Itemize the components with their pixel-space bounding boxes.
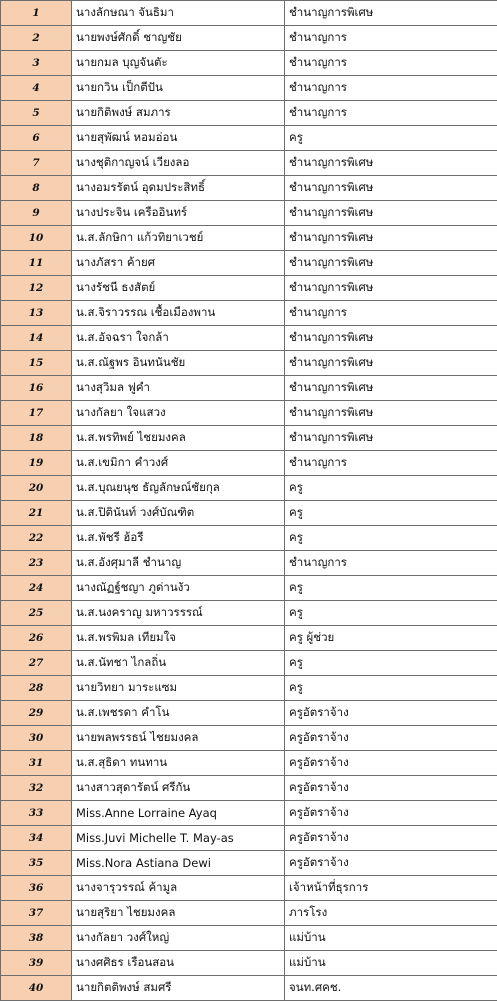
row-number: 4 <box>1 76 72 101</box>
row-number: 37 <box>1 901 72 926</box>
staff-position: แม่บ้าน <box>285 926 497 951</box>
row-number: 13 <box>1 301 72 326</box>
table-row <box>1 901 497 926</box>
row-number: 23 <box>1 551 72 576</box>
staff-name: น.ส.นงคราญ มหาวรรรณ์ <box>72 601 285 626</box>
staff-position: ครูอัตราจ้าง <box>285 776 497 801</box>
row-number: 3 <box>1 51 72 76</box>
staff-name: นางณัฏฐ์ชญา ภูด่านงัว <box>72 576 285 601</box>
staff-position: ครูอัตราจ้าง <box>285 851 497 876</box>
staff-name: นายกิติพงษ์ สมภาร <box>72 101 285 126</box>
staff-name: น.ส.จิราวรรณ เชื้อเมืองพาน <box>72 301 285 326</box>
staff-position: ครูอัตราจ้าง <box>285 751 497 776</box>
row-number: 20 <box>1 476 72 501</box>
row-number: 32 <box>1 776 72 801</box>
row-number: 16 <box>1 376 72 401</box>
row-number: 26 <box>1 626 72 651</box>
staff-name: นางลักษณา จันธิมา <box>72 1 285 26</box>
staff-name: น.ส.อัจฉรา ใจกล้า <box>72 326 285 351</box>
staff-name: Miss.Nora Astiana Dewi <box>72 851 285 876</box>
staff-position: ครู <box>285 526 497 551</box>
staff-name: นางจารุวรรณ์ ค้ามูล <box>72 876 285 901</box>
table-row <box>1 351 497 376</box>
table-row <box>1 751 497 776</box>
staff-name: น.ส.อังศุมาลี ชำนาญ <box>72 551 285 576</box>
staff-name: นายกิตติพงษ์ สมศรี <box>72 976 285 1001</box>
table-row <box>1 826 497 851</box>
staff-name: น.ส.เขมิกา คำวงศ์ <box>72 451 285 476</box>
staff-name: น.ส.บุณยนุช ธัญลักษณ์ชัยกุล <box>72 476 285 501</box>
row-number: 14 <box>1 326 72 351</box>
row-number: 17 <box>1 401 72 426</box>
staff-position: ครูอัตราจ้าง <box>285 701 497 726</box>
staff-name: Miss.Juvi Michelle T. May-as <box>72 826 285 851</box>
row-number: 38 <box>1 926 72 951</box>
table-row <box>1 851 497 876</box>
staff-position: ชำนาญการ <box>285 26 497 51</box>
table-row <box>1 926 497 951</box>
staff-position: ชำนาญการ <box>285 101 497 126</box>
row-number: 25 <box>1 601 72 626</box>
table-row <box>1 776 497 801</box>
row-number: 8 <box>1 176 72 201</box>
staff-position: ชำนาญการ <box>285 51 497 76</box>
staff-position: ชำนาญการพิเศษ <box>285 326 497 351</box>
table-row <box>1 576 497 601</box>
row-number: 9 <box>1 201 72 226</box>
table-row <box>1 226 497 251</box>
table-row <box>1 301 497 326</box>
staff-position: ครูอัตราจ้าง <box>285 801 497 826</box>
staff-position: ภารโรง <box>285 901 497 926</box>
staff-name: น.ส.พัชรี ฮ้อรี <box>72 526 285 551</box>
row-number: 5 <box>1 101 72 126</box>
table-row <box>1 976 497 1001</box>
staff-name: นายวิทยา มาระแซม <box>72 676 285 701</box>
row-number: 36 <box>1 876 72 901</box>
staff-name: นางประจิน เครืออินทร์ <box>72 201 285 226</box>
row-number: 28 <box>1 676 72 701</box>
table-row <box>1 651 497 676</box>
row-number: 29 <box>1 701 72 726</box>
table-row <box>1 101 497 126</box>
staff-position: ชำนาญการ <box>285 451 497 476</box>
row-number: 34 <box>1 826 72 851</box>
table-row <box>1 626 497 651</box>
row-number: 30 <box>1 726 72 751</box>
row-number: 33 <box>1 801 72 826</box>
table-row <box>1 276 497 301</box>
table-row <box>1 201 497 226</box>
staff-name: น.ส.สุธิดา ทนทาน <box>72 751 285 776</box>
row-number: 6 <box>1 126 72 151</box>
staff-position: แม่บ้าน <box>285 951 497 976</box>
staff-position: จนท.ศคช. <box>285 976 497 1001</box>
staff-name: นางกัลยา ใจแสวง <box>72 401 285 426</box>
staff-name: Miss.Anne Lorraine Ayaq <box>72 801 285 826</box>
staff-position: ครู <box>285 126 497 151</box>
staff-position: ชำนาญการพิเศษ <box>285 251 497 276</box>
staff-position: ครู <box>285 676 497 701</box>
row-number: 40 <box>1 976 72 1001</box>
row-number: 35 <box>1 851 72 876</box>
staff-name: นางภัสรา ค้ายศ <box>72 251 285 276</box>
staff-name: นายกมล บุญจันตัะ <box>72 51 285 76</box>
staff-position: ชำนาญการพิเศษ <box>285 176 497 201</box>
staff-position: ครู <box>285 601 497 626</box>
staff-position: ชำนาญการพิเศษ <box>285 226 497 251</box>
staff-position: ชำนาญการพิเศษ <box>285 351 497 376</box>
staff-position: ครู <box>285 576 497 601</box>
staff-name: นายสุริยา ไชยมงคล <box>72 901 285 926</box>
table-row <box>1 401 497 426</box>
staff-name: น.ส.เพชรดา คำโน <box>72 701 285 726</box>
row-number: 22 <box>1 526 72 551</box>
staff-name: น.ส.นัทชา ไกลถิ่น <box>72 651 285 676</box>
row-number: 18 <box>1 426 72 451</box>
staff-position: ชำนาญการพิเศษ <box>285 151 497 176</box>
table-row <box>1 501 497 526</box>
staff-position: เจ้าหน้าที่ธุรการ <box>285 876 497 901</box>
staff-name: นางกัลยา วงศ์ใหญ่ <box>72 926 285 951</box>
table-row <box>1 676 497 701</box>
staff-name: นายสุพัฒน์ หอมอ่อน <box>72 126 285 151</box>
row-number: 12 <box>1 276 72 301</box>
row-number: 15 <box>1 351 72 376</box>
staff-position: ชำนาญการ <box>285 76 497 101</box>
staff-name: นางรัชนี ธงสัตย์ <box>72 276 285 301</box>
row-number: 2 <box>1 26 72 51</box>
staff-position: ชำนาญการพิเศษ <box>285 376 497 401</box>
staff-name: นางชุติกาญจน์ เวียงลอ <box>72 151 285 176</box>
staff-position: ชำนาญการ <box>285 551 497 576</box>
table-row <box>1 76 497 101</box>
row-number: 10 <box>1 226 72 251</box>
staff-name: น.ส.พรพิมล เทียมใจ <box>72 626 285 651</box>
table-row <box>1 426 497 451</box>
staff-name: น.ส.พรทิพย์ ไชยมงคล <box>72 426 285 451</box>
table-row <box>1 151 497 176</box>
table-row <box>1 126 497 151</box>
staff-name: นายกวิน เป็กตีปัน <box>72 76 285 101</box>
staff-position: ครู <box>285 501 497 526</box>
staff-name: นางสาวสุดารัตน์ ศรีกัน <box>72 776 285 801</box>
row-number: 11 <box>1 251 72 276</box>
row-number: 7 <box>1 151 72 176</box>
table-row <box>1 876 497 901</box>
staff-name: นางสุวิมล ฟูคำ <box>72 376 285 401</box>
row-number: 39 <box>1 951 72 976</box>
staff-position: ชำนาญการพิเศษ <box>285 426 497 451</box>
table-row <box>1 376 497 401</box>
staff-table-body <box>1 1 497 1001</box>
table-row <box>1 551 497 576</box>
staff-position: ครู <box>285 651 497 676</box>
table-row <box>1 601 497 626</box>
staff-position: ชำนาญการพิเศษ <box>285 201 497 226</box>
row-number: 31 <box>1 751 72 776</box>
table-row <box>1 26 497 51</box>
staff-position: ชำนาญการพิเศษ <box>285 401 497 426</box>
staff-name: น.ส.ณัฐพร อินทนันชัย <box>72 351 285 376</box>
table-row <box>1 801 497 826</box>
staff-position: ครู <box>285 476 497 501</box>
table-row <box>1 951 497 976</box>
staff-name: นายพลพรรธน์ ไชยมงคล <box>72 726 285 751</box>
staff-name: น.ส.ลักษิกา แก้วทิยาเวชย์ <box>72 226 285 251</box>
row-number: 19 <box>1 451 72 476</box>
row-number: 24 <box>1 576 72 601</box>
table-row <box>1 451 497 476</box>
table-row <box>1 526 497 551</box>
table-row <box>1 701 497 726</box>
staff-position: ครูอัตราจ้าง <box>285 826 497 851</box>
table-row <box>1 176 497 201</box>
table-row <box>1 476 497 501</box>
staff-position: ครูอัตราจ้าง <box>285 726 497 751</box>
staff-position: ชำนาญการ <box>285 301 497 326</box>
row-number: 27 <box>1 651 72 676</box>
table-row <box>1 251 497 276</box>
staff-position: ชำนาญการพิเศษ <box>285 1 497 26</box>
staff-position: ครู ผู้ช่วย <box>285 626 497 651</box>
table-row <box>1 326 497 351</box>
staff-name: นางอมรรัตน์ อุดมประสิทธิ์ <box>72 176 285 201</box>
row-number: 1 <box>1 1 72 26</box>
table-row <box>1 726 497 751</box>
table-row <box>1 51 497 76</box>
staff-name: นางศศิธร เรือนสอน <box>72 951 285 976</box>
staff-name: นายพงษ์ศักดิ์ ชาญชัย <box>72 26 285 51</box>
staff-name: น.ส.ปิตินันท์ วงศ์บัณฑิต <box>72 501 285 526</box>
row-number: 21 <box>1 501 72 526</box>
table-row <box>1 1 497 26</box>
staff-position: ชำนาญการพิเศษ <box>285 276 497 301</box>
